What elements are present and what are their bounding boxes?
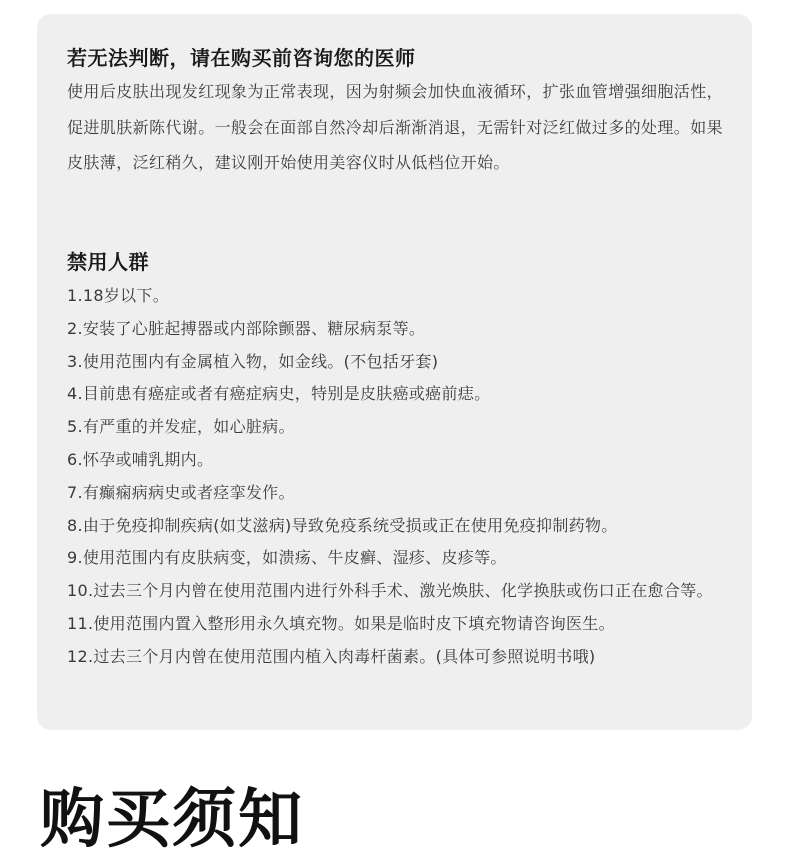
contraindications-list [67, 280, 727, 674]
list-item: 11.使用范围内置入整形用永久填充物。如果是临时皮下填充物请咨询医生。 [67, 613, 615, 633]
list-item: 8.由于免疫抑制疾病(如艾滋病)导致免疫系统受损或正在使用免疫抑制药物。 [67, 515, 618, 535]
contraindications-title: 禁用人群 [67, 250, 149, 274]
contraindications-section [67, 246, 727, 674]
list-item: 4.目前患有癌症或者有癌症病史，特别是皮肤癌或癌前痣。 [67, 384, 491, 404]
list-item: 5.有严重的并发症，如心脏病。 [67, 417, 295, 437]
list-item: 9.使用范围内有皮肤病变，如溃疡、牛皮癣、湿疹、皮疹等。 [67, 548, 507, 568]
list-item: 7.有癫痫病病史或者痉挛发作。 [67, 482, 295, 502]
list-item: 6.怀孕或哺乳期内。 [67, 449, 214, 469]
list-item: 1.18岁以下。 [67, 286, 170, 305]
list-item: 2.安装了心脏起搏器或内部除颤器、糖尿病泵等。 [67, 318, 426, 338]
advice-paragraph: 使用后皮肤出现发红现象为正常表现，因为射频会加快血液循环，扩张血管增强细胞活性，促进肌肤新陈代谢。一般会在面部自然冷却后渐渐消退，无需针对泛红做过多的处理。如果皮肤薄，泛红稍久，建议刚开始使用美容仪时从低档位开始。 [67, 82, 724, 172]
list-item: 3.使用范围内有金属植入物，如金线。(不包括牙套) [67, 351, 439, 371]
info-card [37, 14, 752, 730]
advice-section [67, 42, 727, 181]
list-item: 10.过去三个月内曾在使用范围内进行外科手术、激光焕肤、化学换肤或伤口正在愈合等。 [67, 581, 713, 601]
advice-title: 若无法判断，请在购买前咨询您的医师 [67, 46, 416, 70]
list-item: 12.过去三个月内曾在使用范围内植入肉毒杆菌素。(具体可参照说明书哦) [67, 646, 596, 666]
purchase-notice-title: 购买须知 [40, 783, 304, 857]
